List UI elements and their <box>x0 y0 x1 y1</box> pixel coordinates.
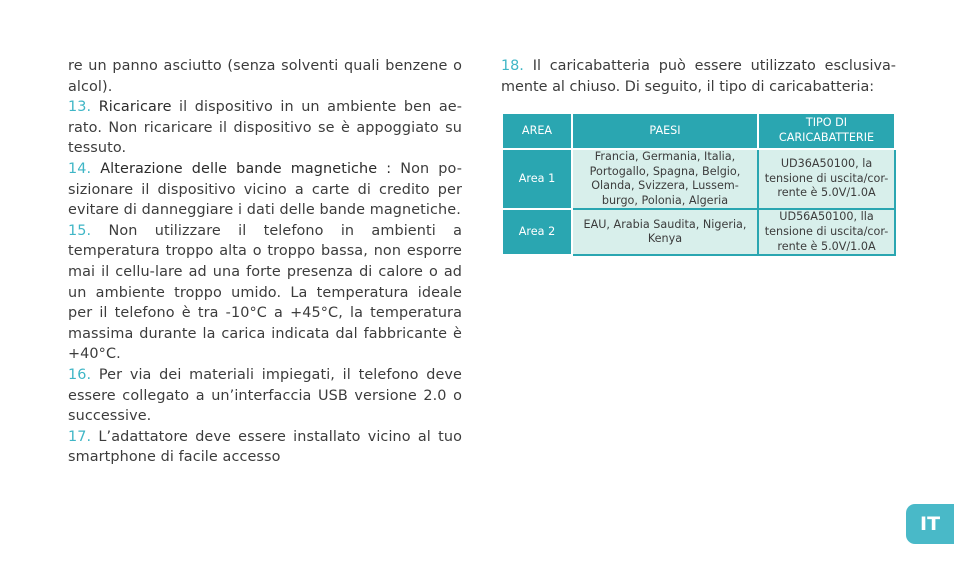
area-cell: Area 2 <box>502 209 572 255</box>
item-text: il dispositivo in un ambiente ben ae-rato. Non ricaricare il dispositivo se è appoggiato su tessuto. <box>68 99 462 157</box>
item-number: 15. <box>68 222 92 239</box>
left-column <box>68 56 462 468</box>
item-text: Il caricabatteria può essere utilizzato esclusiva-mente al chiuso. Di seguito, il tipo di caricabatteria: <box>501 58 896 95</box>
header-area: AREA <box>502 113 572 149</box>
area-cell: Area 1 <box>502 149 572 209</box>
countries-cell: Francia, Germania, Italia, Portogallo, Spagna, Belgio, Olanda, Svizzera, Lussem-burgo, Polonia, Algeria <box>572 149 758 209</box>
item-18 <box>501 56 896 98</box>
item-text: Non po-sizionare il dispositivo vicino a carte di credito per evitare di danneggiare i dati delle bande magnetiche. <box>68 160 462 219</box>
item-13 <box>68 97 462 159</box>
countries-cell: EAU, Arabia Saudita, Nigeria, Kenya <box>572 209 758 255</box>
paragraph-continued: re un panno asciutto (senza solventi quali benzene o alcol). <box>68 58 462 95</box>
header-countries: PAESI <box>572 113 758 149</box>
item-heading: Ricaricare <box>98 99 172 116</box>
header-charger-type: TIPO DI CARICABATTERIE <box>758 113 895 149</box>
item-16 <box>68 365 462 427</box>
charger-cell: UD36A50100, la tensione di uscita/cor-rente è 5.0V/1.0A <box>758 149 895 209</box>
item-text: L’adattatore deve essere installato vicino al tuo smartphone di facile accesso <box>68 428 462 466</box>
item-15 <box>68 221 462 365</box>
item-number: 17. <box>68 428 92 445</box>
item-number: 18. <box>501 58 524 74</box>
right-column <box>501 56 896 98</box>
item-number: 16. <box>68 366 92 383</box>
table-row <box>502 149 895 209</box>
language-badge: IT <box>906 504 954 544</box>
item-14 <box>68 159 462 221</box>
item-text: Non utilizzare il telefono in ambienti a temperatura troppo alta o troppo bassa, non esporre mai il cellu-lare ad una forte presenza di calore o ad un ambiente troppo umido. La temperatura ideale per il telefono è tra -10°C a +45°C, la temperatura massima durante la carica indicata dal fabbricante è +40°C. <box>68 222 462 363</box>
charger-table <box>501 112 896 256</box>
item-number: 14. <box>68 160 92 177</box>
item-number: 13. <box>68 99 92 116</box>
item-heading: Alterazione delle bande magnetiche : <box>100 160 392 177</box>
table-row <box>502 209 895 255</box>
item-17 <box>68 427 462 468</box>
charger-cell: UD56A50100, lla tensione di uscita/cor-rente è 5.0V/1.0A <box>758 209 895 255</box>
table-header-row <box>502 113 895 149</box>
item-text: Per via dei materiali impiegati, il telefono deve essere collegato a un’interfaccia USB versione 2.0 o successive. <box>68 366 462 425</box>
